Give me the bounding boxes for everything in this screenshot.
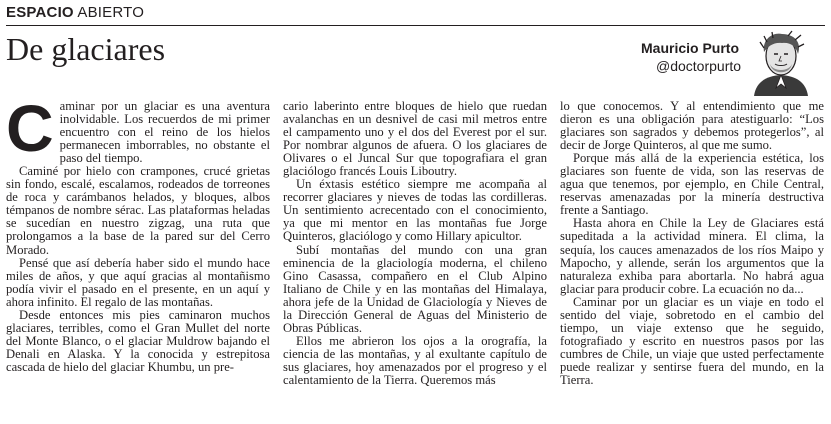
article-headline: De glaciares [6, 31, 166, 67]
paragraph: Un éxtasis estético siempre me acompaña al recorrer glaciares y nieves de todas las cordilleras. Un sentimiento acrecentado con el conocimiento, ya que mi mentor en las montañas fue Jorge Quinteros, glaciólogo y como Hillary apicultor. [283, 177, 547, 244]
article-column-3 [560, 100, 824, 422]
paragraph: aminar por un glaciar es una aventura inolvidable. Los recuerdos de mi primer encuentro con el reino de los hielos permanecen imborrables, no obstante el paso del tiempo. [59, 100, 270, 166]
article-column-2 [283, 100, 547, 422]
paragraph: cario laberinto entre bloques de hielo que ruedan avalanchas en un desnivel de casi mil metros entre el campamento uno y el dos del Everest por el sur. Por nombrar algunos de afuera. O los glaciares de Olivares o el Juncal Sur que topografiara el gran glaciólogo francés Louis Liboutry. [283, 100, 547, 179]
drop-cap: C [6, 100, 54, 165]
section-label-bold: ESPACIO [6, 4, 74, 21]
paragraph: Subí montañas del mundo con una gran eminencia de la glaciología moderna, el chileno Gino Casassa, compañero en el Club Alpino Italiano de Chile y en las montañas del Himalaya, ahora jefe de la Unidad de Glaciología y Nieves de la Dirección General de Aguas del Ministerio de Obras Públicas. [283, 242, 547, 335]
paragraph: Caminar por un glaciar es un viaje en todo el sentido del viaje, sobretodo en el cambio del tiempo, un viaje extenso que he seguido, fotografiado y escrito en nuestros pasos por las cumbres de Chile, un viaje que usted perfectamente puede realizar y sentirse fuera del mundo, en la Tierra. [560, 294, 824, 387]
author-portrait [740, 30, 822, 96]
paragraph: Hasta ahora en Chile la Ley de Glaciares está supeditada a la actividad minera. El clima, la sequía, los cauces amenazados de los ríos Maipo y Mapocho, y allende, serán los argumentos que la naturaleza exhiba para abortarla. No habrá agua glaciar para producir cobre. La ecuación no da... [560, 216, 824, 296]
section-label-light: ABIERTO [77, 4, 145, 21]
paragraph: Ellos me abrieron los ojos a la orografía, la ciencia de las montañas, y al exultante capítulo de sus glaciares, hoy amenazados por el progreso y el calentamiento de la Tierra. Queremos más [283, 333, 547, 387]
header-rule [6, 25, 825, 26]
paragraph: Pensé que así debería haber sido el mundo hace miles de años, y que aquí gracias al montañismo podía vivir el pasado en el presente, en un aquí y ahora infinito. El regalo de las montañas. [6, 255, 270, 309]
author-handle: @doctorpurto [656, 58, 742, 74]
paragraph: Porque más allá de la experiencia estética, los glaciares son fuente de vida, son las reservas de agua que tenemos, por ejemplo, en Chile Central, reservas amenazadas por la minería destructiva frente a Santiago. [560, 151, 824, 218]
paragraph: lo que conocemos. Y al entendimiento que me dieron es una obligación para atestiguarlo: “Los glaciares son sagrados y debemos protegerlos”, al decir de Jorge Quinteros, al que me sumo. [560, 100, 824, 153]
paragraph: Caminé por hielo con crampones, crucé grietas sin fondo, escalé, escalamos, rodeados de torreones de roca y carámbanos helados, y bloques, albos témpanos de nombre sérac. Las plataformas heladas se sucedían en nuestro zigzag, una ruta que prolongamos a la base de la pared sur del Cerro Morado. [6, 164, 270, 257]
author-name: Mauricio Purto [641, 40, 740, 56]
section-label [6, 4, 144, 21]
paragraph: Desde entonces mis pies caminaron muchos glaciares, terribles, como el Gran Mullet del norte del Monte Blanco, o el glaciar Muldrow bajando el Denali en Alaska. Y la conocida y estrepitosa cascada de hielo del glaciar Khumbu, un pre- [6, 307, 270, 374]
article-column-1 [6, 100, 270, 422]
